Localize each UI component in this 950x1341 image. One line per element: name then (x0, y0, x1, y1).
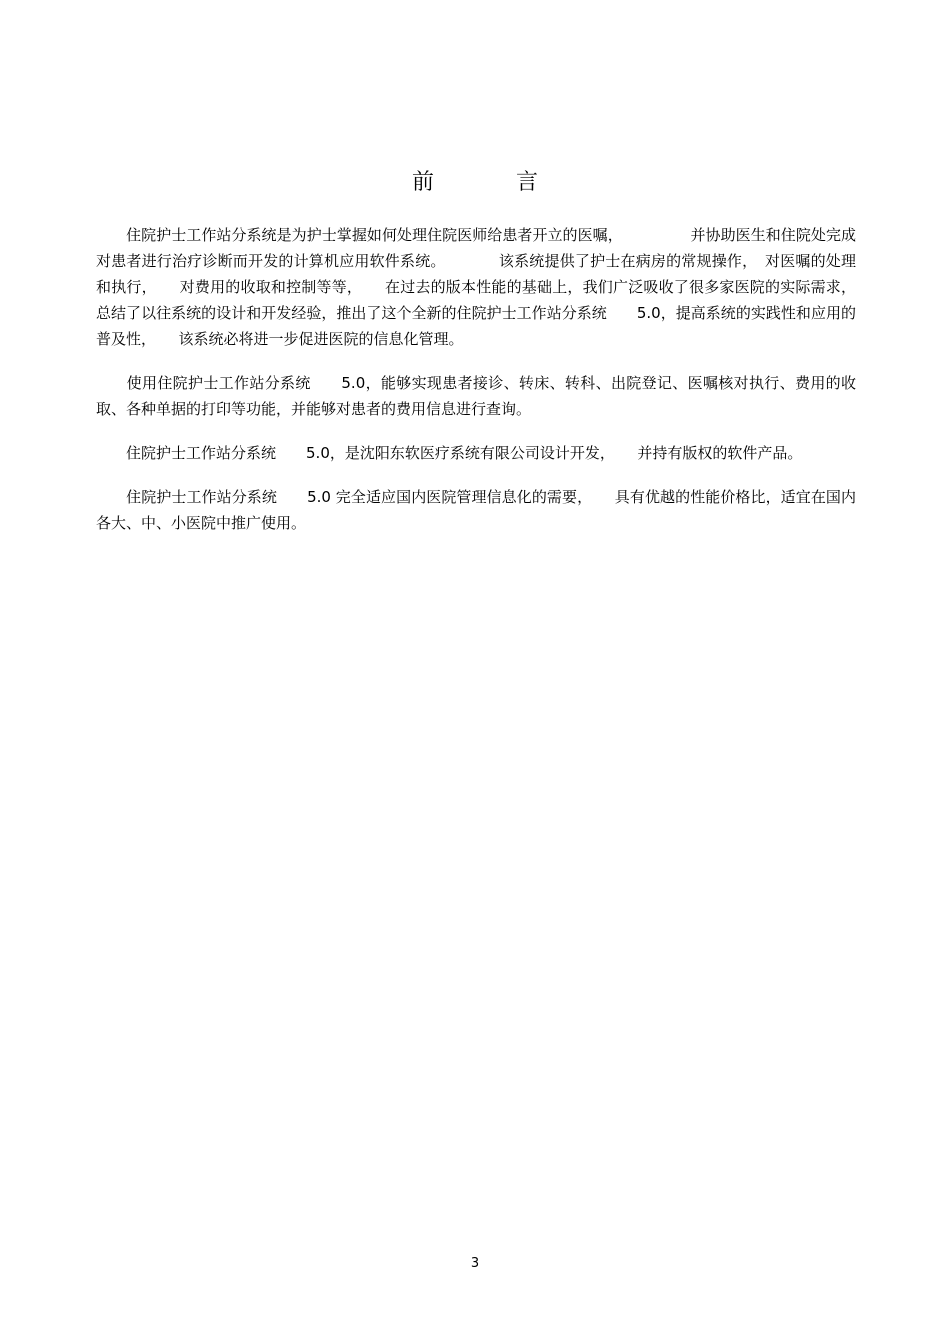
paragraph-3: 住院护士工作站分系统 5.0，是沈阳东软医疗系统有限公司设计开发， 并持有版权的软件产品。 (96, 444, 803, 462)
paragraph-4: 住院护士工作站分系统 5.0 完全适应国内医院管理信息化的需要， 具有优越的性能价格比，适宜在国内各大、中、小医院中推广使用。 (96, 488, 856, 532)
paragraph-1: 住院护士工作站分系统是为护士掌握如何处理住院医师给患者开立的医嘱， 并协助医生和住院处完成对患者进行治疗诊断而开发的计算机应用软件系统。 该系统提供了护士在病房的常规操作， 对医嘱的处理和执行， 对费用的收取和控制等等， 在过去的版本性能的基础上，我们广泛吸收了很多家医院的实际需求，总结了以往系统的设计和开发经验，推出了这个全新的住院护士工作站分系统 5.0，提高系统的实践性和应用的普及性， 该系统必将进一步促进医院的信息化管理。 (96, 226, 856, 348)
page-title: 前 言 (411, 170, 568, 195)
page-number: 3 (470, 1256, 480, 1271)
preface-body (96, 222, 856, 554)
paragraph-2: 使用住院护士工作站分系统 5.0，能够实现患者接诊、转床、转科、出院登记、医嘱核对执行、费用的收取、各种单据的打印等功能，并能够对患者的费用信息进行查询。 (96, 374, 856, 418)
